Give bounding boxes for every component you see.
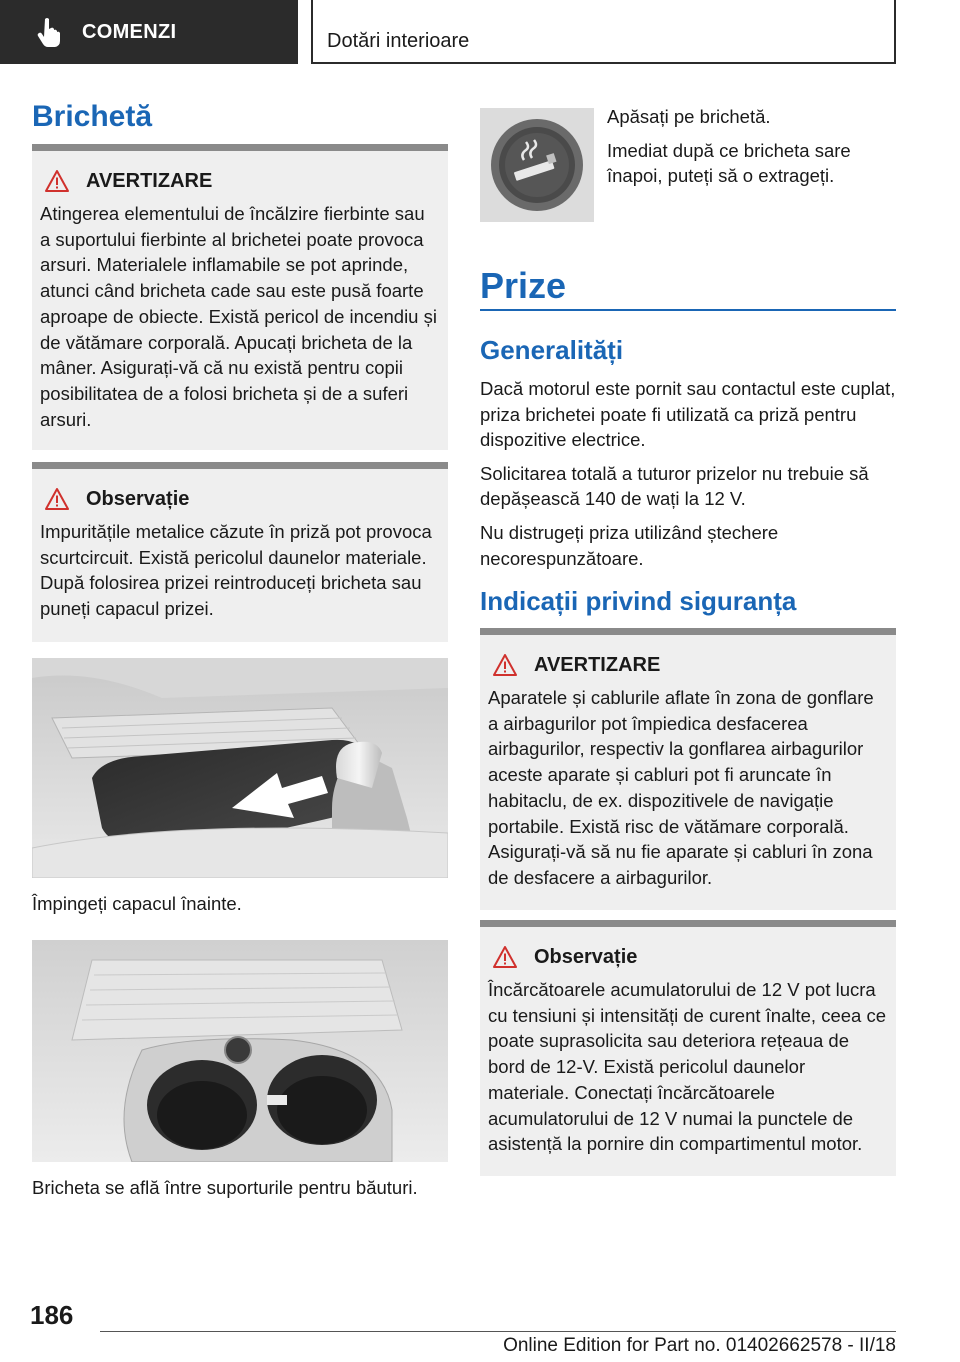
photo-lighter-button [480,108,594,222]
subsection-title-safety: Indicații privind siguranța [480,586,797,616]
section-title-prize: Prize [480,265,567,306]
notice-box-bricheta [32,462,448,642]
photo-cup-holders [32,940,448,1162]
warning-heading: AVERTIZARE [534,653,661,676]
subsection-title-general: Generalități [480,335,624,365]
title-rule [480,309,896,311]
general-text [480,376,900,579]
warning-box-prize [480,628,896,910]
page-number: 186 [30,1300,74,1330]
warning-box-bricheta [32,144,448,450]
footer-rule [100,1331,896,1332]
general-paragraph-2: Solicitarea totală a tuturor prizelor nu trebuie să depășească 140 de wați la 12 V. [480,462,869,510]
photo-sliding-lid [32,658,448,878]
lighter-instructions [607,104,902,197]
warning-triangle-icon [492,945,518,969]
warning-triangle-icon [492,653,518,677]
caption-cups: Bricheta se află între suporturile pentru băuturi. [32,1177,418,1198]
caption-lid: Împingeți capacul înainte. [32,893,242,914]
notice-box-prize [480,920,896,1176]
section-label: Dotări interioare [327,30,470,52]
general-paragraph-3: Nu distrugeți priza utilizând ștechere necorespunzătoare. [480,521,779,569]
section-title-bricheta: Brichetă [32,100,153,133]
section-tab[interactable] [311,0,896,64]
warning-text: Atingerea elementului de încălzire fierbinte sau a suportului fierbinte al brichetei poate provoca arsuri. Materialele inflamabile se pot aprinde, atunci când bricheta cade sau este pusă foarte aproape de obiecte. Există pericol de incendiu și de vătămare corporală. Apucați bricheta de la mâner. Asigurați-vă că nu există pentru copii posibilitatea de a folosi bricheta și de a suferi arsuri. [40,203,437,430]
notice-text: Impuritățile metalice căzute în priză pot provoca scurtcircuit. Există pericolul daunelor materiale. După folosirea prizei reintroduceți bricheta sau puneți capacul prizei. [40,521,432,620]
warning-triangle-icon [44,487,70,511]
remove-text: Imediat după ce bricheta sare înapoi, puteți să o extrageți. [607,139,851,187]
general-paragraph-1: Dacă motorul este pornit sau contactul este cuplat, priza brichetei poate fi utilizată ca priză pentru dispozitive electrice. [480,378,896,451]
notice-heading: Observație [534,945,638,968]
warning-text: Aparatele și cablurile aflate în zona de gonflare a airbagurilor pot împiedica desfacerea airbagurilor, respectiv la gonflarea airbagurilor aceste aparate și cabluri pot fi aruncate în habitaclu, de ex. dispozitivele de navigație portabile. Există risc de vătămare corporală. Asigurați-vă să nu fie aparate și cabluri în zona de desfacere a airbagurilor. [488,687,874,888]
warning-triangle-icon [44,169,70,193]
press-text: Apăsați pe brichetă. [607,106,771,127]
chapter-tab[interactable] [0,0,298,64]
notice-text: Încărcătoarele acumulatorului de 12 V pot lucra cu tensiuni și intensități de curent înalte, ceea ce poate suprasolicita sau deteriora rețeaua de bord de 12-V. Există pericolul daunelor materiale. Conectați încărcătoarele acumulatorului de 12 V numai la punctele de asistență la pornire din compartimentul motor. [488,979,886,1155]
footer-edition: Online Edition for Part no. 01402662578 - II/18 [503,1335,896,1356]
chapter-label: COMENZI [82,20,177,43]
hand-pointer-icon [36,17,64,47]
notice-heading: Observație [86,487,190,510]
warning-heading: AVERTIZARE [86,169,213,192]
